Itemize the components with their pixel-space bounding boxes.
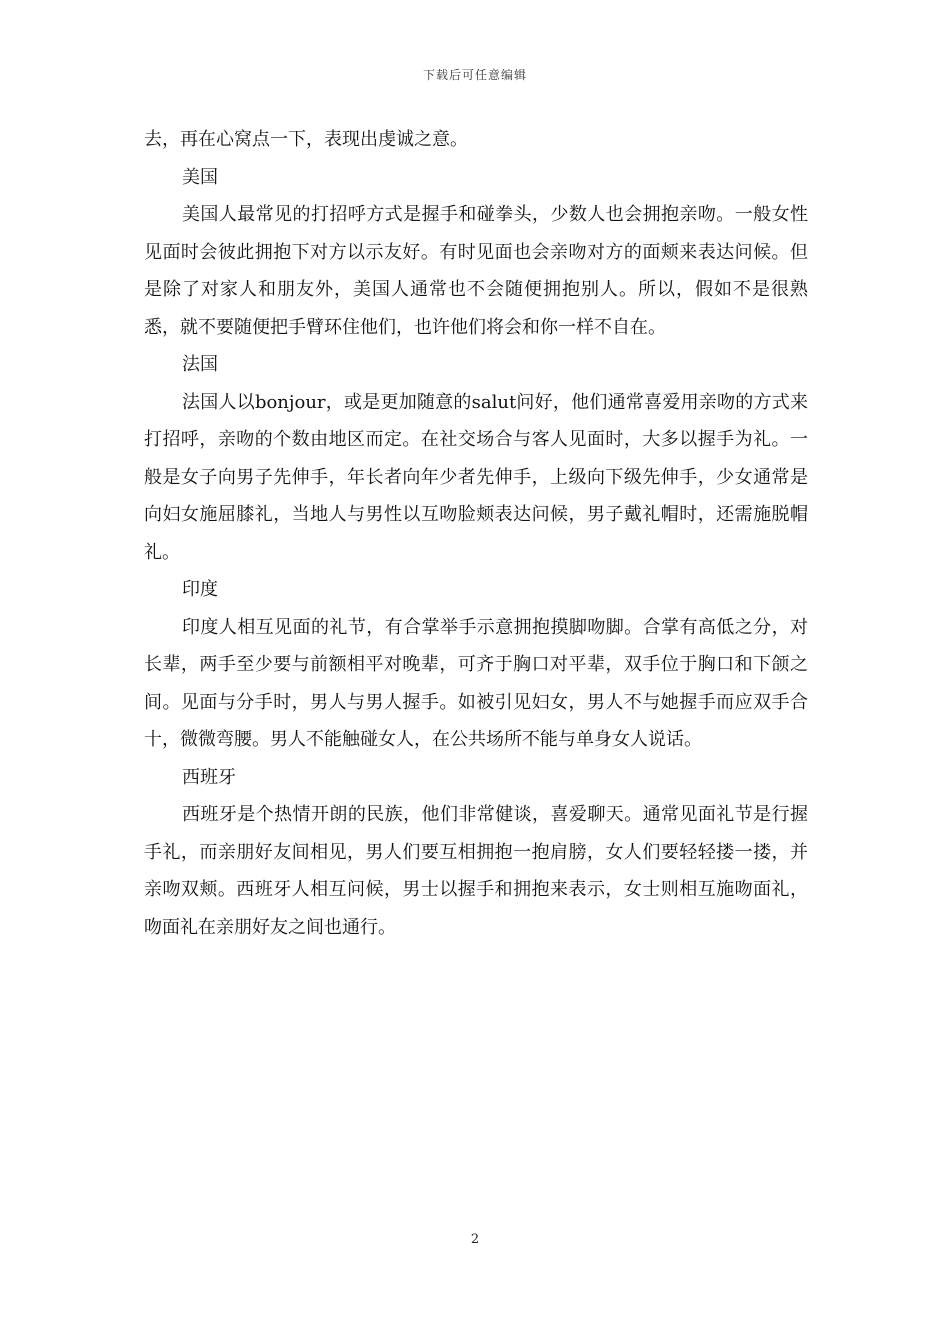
section-paragraph-usa: 美国人最常见的打招呼方式是握手和碰拳头，少数人也会拥抱亲吻。一般女性见面时会彼此拥抱下对方以示友好。有时见面也会亲吻对方的面颊来表达问候。但是除了对家人和朋友外，美国人通常也不会随便拥抱别人。所以，假如不是很熟悉，就不要随便把手臂环住他们，也许他们将会和你一样不自在。 (144, 204, 808, 338)
section-paragraph-france: 法国人以bonjour，或是更加随意的salut问好，他们通常喜爱用亲吻的方式来打招呼，亲吻的个数由地区而定。在社交场合与客人见面时，大多以握手为礼。一般是女子向男子先伸手，年长者向年少者先伸手，上级向下级先伸手，少女通常是向妇女施屈膝礼，当地人与男性以互吻脸颊表达问候，男子戴礼帽时，还需施脱帽礼。 (144, 391, 808, 563)
section-paragraph-spain: 西班牙是个热情开朗的民族，他们非常健谈，喜爱聊天。通常见面礼节是行握手礼，而亲朋好友间相见，男人们要互相拥抱一抱肩膀，女人们要轻轻搂一搂，并亲吻双颊。西班牙人相互问候，男士以握手和拥抱来表示，女士则相互施吻面礼，吻面礼在亲朋好友之间也通行。 (144, 804, 808, 938)
section-heading-spain: 西班牙 (182, 766, 236, 788)
page-header: 下载后可任意编辑 (422, 68, 527, 82)
section-heading-usa: 美国 (182, 166, 218, 188)
document-body (144, 121, 808, 946)
section-heading-india: 印度 (182, 579, 218, 600)
page-number: 2 (470, 1232, 480, 1247)
intro-continuation-paragraph: 去，再在心窝点一下，表现出虔诚之意。 (144, 129, 468, 150)
section-heading-france: 法国 (182, 354, 218, 375)
section-paragraph-india: 印度人相互见面的礼节，有合掌举手示意拥抱摸脚吻脚。合掌有高低之分，对长辈，两手至少要与前额相平对晚辈，可齐于胸口对平辈，双手位于胸口和下颌之间。见面与分手时，男人与男人握手。如被引见妇女，男人不与她握手而应双手合十，微微弯腰。男人不能触碰女人，在公共场所不能与单身女人说话。 (144, 616, 808, 750)
